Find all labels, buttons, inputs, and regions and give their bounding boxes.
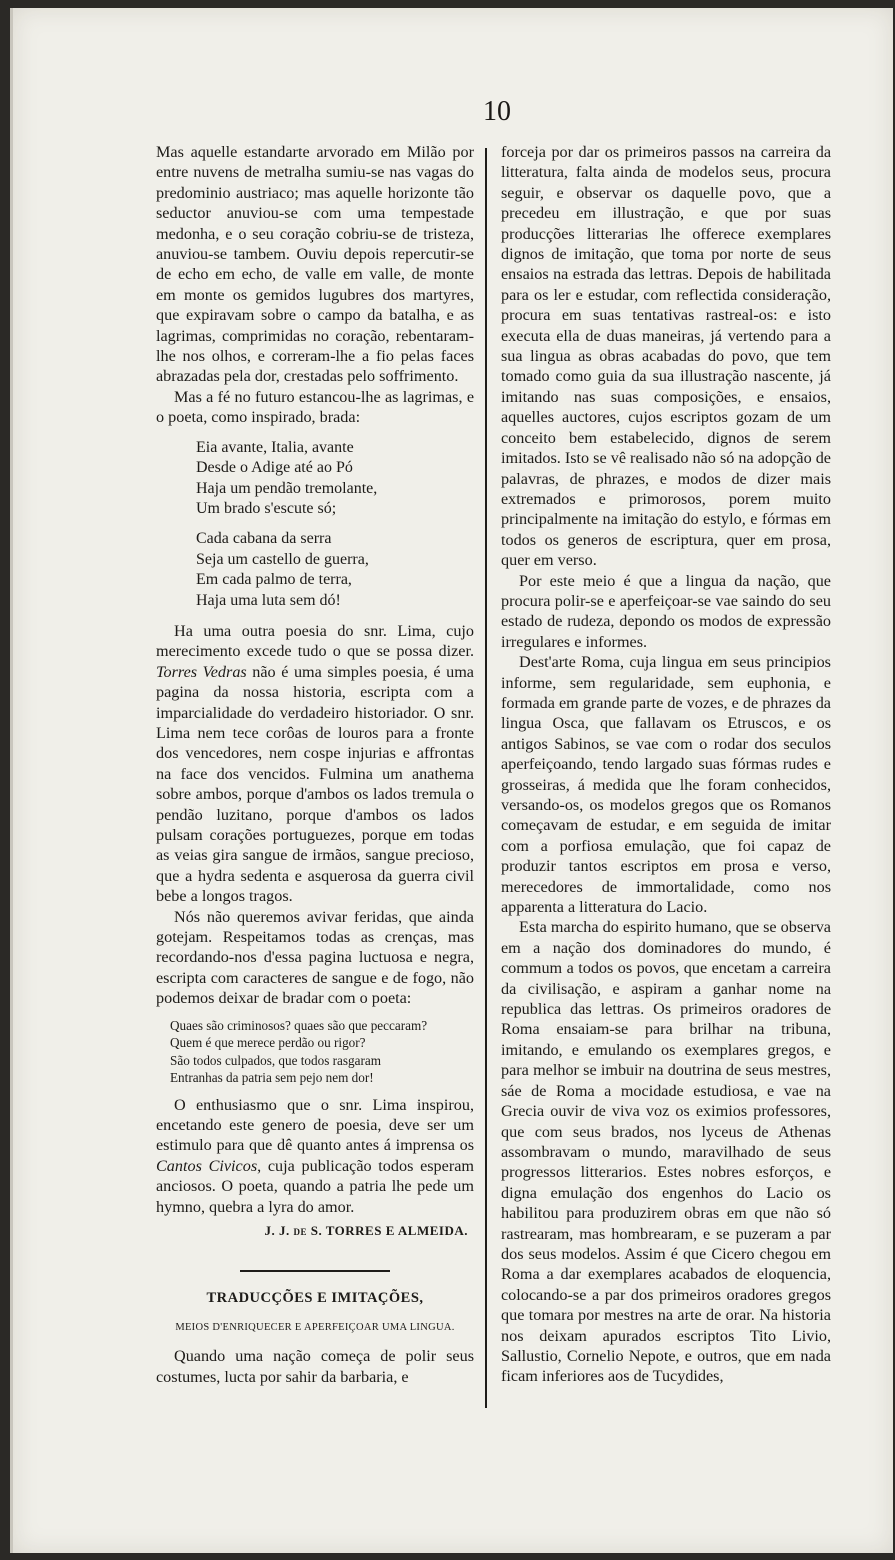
verse-line: Cada cabana da serra — [196, 530, 332, 548]
quote-line: Entranhas da patria sem pejo nem dor! — [170, 1070, 374, 1086]
paragraph: O enthusiasmo que o snr. Lima inspirou, encetando este genero de poesia, deve ser um estimulo para que dê quanto antes á imprensa os Cantos Civicos, cuja publicação todos esperam anciosos. O poeta, quando a patria lhe pede um hymno, quebra a lyra do amor. — [156, 1095, 474, 1216]
section-title: TRADUCÇÕES E IMITAÇÕES, — [206, 1289, 424, 1306]
section-subtitle: MEIOS D'ENRIQUECER E APERFEIÇOAR UMA LINGUA. — [175, 1321, 455, 1333]
paragraph: Dest'arte Roma, cuja lingua em seus principios informe, sem regularidade, sem euphonia, e formada em grande parte de vozes, e de phrazes da lingua Osca, que fallavam os Etruscos, e os antigos Sabinos, se vae com o rodar dos seculos aperfeiçoando, tendo largado suas fórmas rudes e grosseiras, á medida que lhe foram conhecidos, versando-os, os modelos gregos que os Romanos começavam de estudar, e em seguida de imitar com a porfiosa emulação, que foi capaz de produzir tantos escriptos em prosa e verso, merecedores de immortalidade, como nos apparenta a litteratura do Lacio. — [501, 653, 831, 917]
verse-line: Haja um pendão tremolante, — [196, 479, 378, 497]
poem-quote — [170, 1017, 474, 1087]
poem-verse — [196, 438, 474, 611]
column-divider — [485, 148, 487, 1408]
verse-line: Seja um castello de guerra, — [196, 550, 369, 568]
verse-line: Haja uma luta sem dó! — [196, 591, 341, 609]
quote-line: Quem é que merece perdão ou rigor? — [170, 1035, 366, 1051]
paragraph: Mas a fé no futuro estancou-lhe as lagrimas, e o poeta, como inspirado, brada: — [156, 387, 474, 427]
verse-line: Desde o Adige até ao Pó — [196, 459, 353, 477]
verse-line: Eia avante, Italia, avante — [196, 438, 354, 456]
left-column — [156, 142, 474, 1387]
paragraph: Ha uma outra poesia do snr. Lima, cujo merecimento excede tudo o que se possa dizer. Torres Vedras não é uma simples poesia, é uma pagina da nossa historia, escripta com a imparcialidade do verdadeiro historiador. O snr. Lima nem tece corôas de louros para a fronte dos vencedores, nem cospe injurias e affrontas na face dos vencidos. Fulmina um anathema sobre ambos, porque d'ambos os lados tremula o pendão luzitano, porque d'ambos os lados pulsam corações portuguezes, porque em todas as veias gira sangue de irmãos, sangue precioso, que a hydra sedenta e asquerosa da guerra civil bebe a longos tragos. — [156, 621, 474, 906]
paragraph: Mas aquelle estandarte arvorado em Milão por entre nuvens de metralha sumiu-se nas vagas do predominio austriaco; mas aquelle horizonte tão seductor anuviou-se com uma tempestade medonha, e o seu coração cobriu-se de tristeza, anuviou-se tambem. Ouviu depois repercutir-se de echo em echo, de valle em valle, de monte em monte os gemidos lugubres dos martyres, que expiravam sobre o campo da batalha, e as lagrimas, comprimidas no coração, rebentaram-lhe nos olhos, e correram-lhe a fio pelas faces abrazadas pela dor, crestadas pelo soffrimento. — [156, 143, 474, 386]
newspaper-page — [10, 8, 893, 1553]
verse-line: Um brado s'escute só; — [196, 499, 337, 517]
paragraph: forceja por dar os primeiros passos na carreira da litteratura, falta ainda de modelos seus, procura seguir, e observar os daquelle povo, que a precedeu em illustração, e que por suas producções litterarias lhe offerece exemplares dignos de imitação, que toma por norte de seus ensaios na estrada das lettras. Depois de habilitada para os ler e estudar, com reflectida consideração, procura em suas tentativas rastreal-os: e isto executa ella de duas maneiras, já vertendo para a sua lingua as obras acabadas do povo, que tem tomado como guia da sua illustração nascente, já imitando nas suas composições, e ensaios, aquelles auctores, cujos escriptos gozam de um conceito bem estabelecido, dignos de serem imitados. Isto se vê realisado não só na adopção de palavras, de phrazes, e modos de dizer mais extremados e primorosos, porem muito principalmente na imitação do estylo, e fórmas em todos os generos de escriptura, quer em prosa, quer em verso. — [501, 143, 831, 570]
verse-line: Em cada palmo de terra, — [196, 571, 352, 589]
quote-line: São todos culpados, que todos rasgaram — [170, 1052, 381, 1068]
quote-line: Quaes são criminosos? quaes são que peccaram? — [170, 1017, 428, 1033]
section-divider — [240, 1270, 390, 1272]
right-column — [501, 142, 831, 1387]
paragraph: Nós não queremos avivar feridas, que ainda gotejam. Respeitamos todas as crenças, mas recordando-nos d'essa pagina luctuosa e negra, escripta com caracteres de sangue e de fogo, não podemos deixar de bradar com o poeta: — [156, 907, 474, 1008]
paragraph: Por este meio é que a lingua da nação, que procura polir-se e aperfeiçoar-se vae saindo do seu estado de rudeza, depondo os modos de expressão irregulares e informes. — [501, 571, 831, 651]
paragraph: Quando uma nação começa de polir seus costumes, lucta por sahir da barbaria, e — [156, 1347, 474, 1386]
page-number: 10 — [483, 96, 511, 127]
paragraph: Esta marcha do espirito humano, que se observa em a nação dos dominadores do mundo, é commum a todos os povos, que encetam a carreira da civilisação, e aspiram a ganhar nome na republica das lettras. Os primeiros oradores de Roma ensaiam-se para brilhar na tribuna, imitando, e emulando os exemplares gregos, e para melhor se imbuir na doutrina de seus mestres, sáe de Roma a mocidade estudiosa, e vae na Grecia ouvir de viva voz os eximios professores, que com seus brados, nos lyceus de Athenas assombravam o mundo, maravilhado de seus progressos litterarios. Estes nobres esforços, e digna emulação dos engenhos do Lacio os habilitou para produzirem obras em que não só rastrearam, mas hombrearam, e se puzeram a par dos seus modelos. Assim é que Cicero chegou em Roma a dar exemplares acabados de eloquencia, colocando-se a par dos primeiros oradores gregos que tomara por mestres na arte de orar. Na historia nos deixam apurados escriptos Tito Livio, Sallustio, Cornelio Nepote, e outros, que em nada ficam inferiores aos de Tucydides, — [501, 918, 831, 1386]
author-signature: J. J. de S. TORRES E ALMEIDA. — [264, 1223, 468, 1239]
